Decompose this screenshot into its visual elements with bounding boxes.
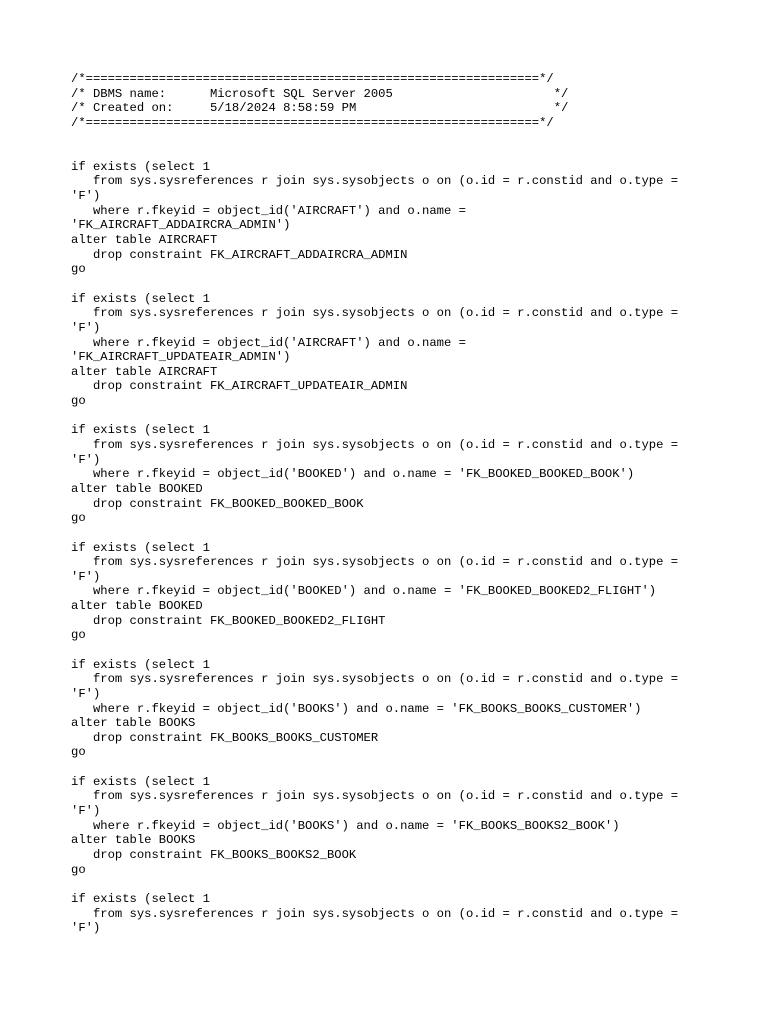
- sql-block: [71, 658, 751, 775]
- drop-constraint-blocks: [71, 160, 751, 936]
- code-line: where r.fkeyid = object_id('BOOKS') and o.name = 'FK_BOOKS_BOOKS_CUSTOMER'): [71, 701, 642, 716]
- code-line: go: [71, 745, 86, 760]
- blank-line: [71, 409, 751, 424]
- blank-line: [71, 277, 751, 292]
- header-dbms-line: [71, 87, 751, 102]
- header-border-top: /*==============================================================*/: [71, 72, 554, 86]
- sql-block: [71, 423, 751, 540]
- sql-block: [71, 892, 751, 936]
- code-line: where r.fkeyid = object_id('BOOKED') and o.name = 'FK_BOOKED_BOOKED_BOOK'): [71, 467, 635, 482]
- code-line: if exists (select 1: [71, 774, 210, 789]
- code-line: go: [71, 262, 86, 277]
- sql-script: [71, 72, 751, 936]
- blank-line: [71, 760, 751, 775]
- code-line: drop constraint FK_BOOKS_BOOKS_CUSTOMER: [71, 730, 379, 745]
- code-line: from sys.sysreferences r join sys.sysobjects o on (o.id = r.constid and o.type =: [71, 789, 679, 804]
- code-line: if exists (select 1: [71, 540, 210, 555]
- code-line: where r.fkeyid = object_id('AIRCRAFT') and o.name =: [71, 335, 466, 350]
- code-line: go: [71, 862, 86, 877]
- blank-line: [71, 643, 751, 658]
- code-line: where r.fkeyid = object_id('AIRCRAFT') and o.name =: [71, 203, 466, 218]
- code-line: drop constraint FK_BOOKED_BOOKED_BOOK: [71, 496, 364, 511]
- code-line: alter table BOOKS: [71, 716, 196, 731]
- code-line: from sys.sysreferences r join sys.sysobjects o on (o.id = r.constid and o.type =: [71, 306, 679, 321]
- code-line: from sys.sysreferences r join sys.sysobjects o on (o.id = r.constid and o.type =: [71, 906, 679, 921]
- created-label: /* Created on:: [71, 101, 174, 116]
- sql-block: [71, 775, 751, 892]
- code-line: alter table BOOKED: [71, 481, 203, 496]
- created-value: 5/18/2024 8:58:59 PM: [209, 101, 357, 116]
- header-border-bottom: /*==============================================================*/: [71, 115, 554, 130]
- header-created-line: [71, 101, 751, 116]
- blank-line: [71, 526, 751, 541]
- sql-block: [71, 292, 751, 424]
- code-line: where r.fkeyid = object_id('BOOKS') and o.name = 'FK_BOOKS_BOOKS2_BOOK'): [71, 818, 620, 833]
- code-line: 'F'): [71, 921, 101, 936]
- code-line: if exists (select 1: [71, 291, 210, 306]
- code-line: if exists (select 1: [71, 423, 210, 438]
- code-line: go: [71, 394, 86, 409]
- dbms-value: Microsoft SQL Server 2005: [209, 86, 393, 101]
- comment-end: */: [553, 86, 569, 101]
- code-line: 'FK_AIRCRAFT_UPDATEAIR_ADMIN'): [71, 350, 291, 365]
- code-line: alter table AIRCRAFT: [71, 364, 218, 379]
- code-line: go: [71, 628, 86, 643]
- code-line: 'F'): [71, 569, 101, 584]
- code-line: 'FK_AIRCRAFT_ADDAIRCRA_ADMIN'): [71, 218, 291, 233]
- code-line: from sys.sysreferences r join sys.sysobjects o on (o.id = r.constid and o.type =: [71, 438, 679, 453]
- code-line: 'F'): [71, 804, 101, 819]
- code-line: if exists (select 1: [71, 159, 210, 174]
- code-line: from sys.sysreferences r join sys.sysobjects o on (o.id = r.constid and o.type =: [71, 555, 679, 570]
- code-line: go: [71, 511, 86, 526]
- code-line: drop constraint FK_AIRCRAFT_ADDAIRCRA_ADMIN: [71, 247, 408, 262]
- code-line: alter table AIRCRAFT: [71, 233, 218, 248]
- code-line: drop constraint FK_AIRCRAFT_UPDATEAIR_ADMIN: [71, 379, 408, 394]
- code-line: drop constraint FK_BOOKS_BOOKS2_BOOK: [71, 847, 357, 862]
- blank-line: [71, 145, 751, 160]
- code-line: drop constraint FK_BOOKED_BOOKED2_FLIGHT: [71, 613, 386, 628]
- code-line: if exists (select 1: [71, 891, 210, 906]
- code-line: 'F'): [71, 320, 101, 335]
- sql-block: [71, 541, 751, 658]
- sql-block: [71, 160, 751, 292]
- code-line: where r.fkeyid = object_id('BOOKED') and o.name = 'FK_BOOKED_BOOKED2_FLIGHT'): [71, 584, 657, 599]
- blank-line: [71, 877, 751, 892]
- code-line: 'F'): [71, 452, 101, 467]
- dbms-label: /* DBMS name:: [71, 86, 167, 101]
- code-line: from sys.sysreferences r join sys.sysobjects o on (o.id = r.constid and o.type =: [71, 672, 679, 687]
- blank-line: [71, 131, 751, 146]
- code-line: alter table BOOKS: [71, 833, 196, 848]
- code-line: if exists (select 1: [71, 657, 210, 672]
- code-line: alter table BOOKED: [71, 599, 203, 614]
- comment-end: */: [553, 101, 569, 116]
- code-line: from sys.sysreferences r join sys.sysobjects o on (o.id = r.constid and o.type =: [71, 174, 679, 189]
- code-line: 'F'): [71, 686, 101, 701]
- code-line: 'F'): [71, 189, 101, 204]
